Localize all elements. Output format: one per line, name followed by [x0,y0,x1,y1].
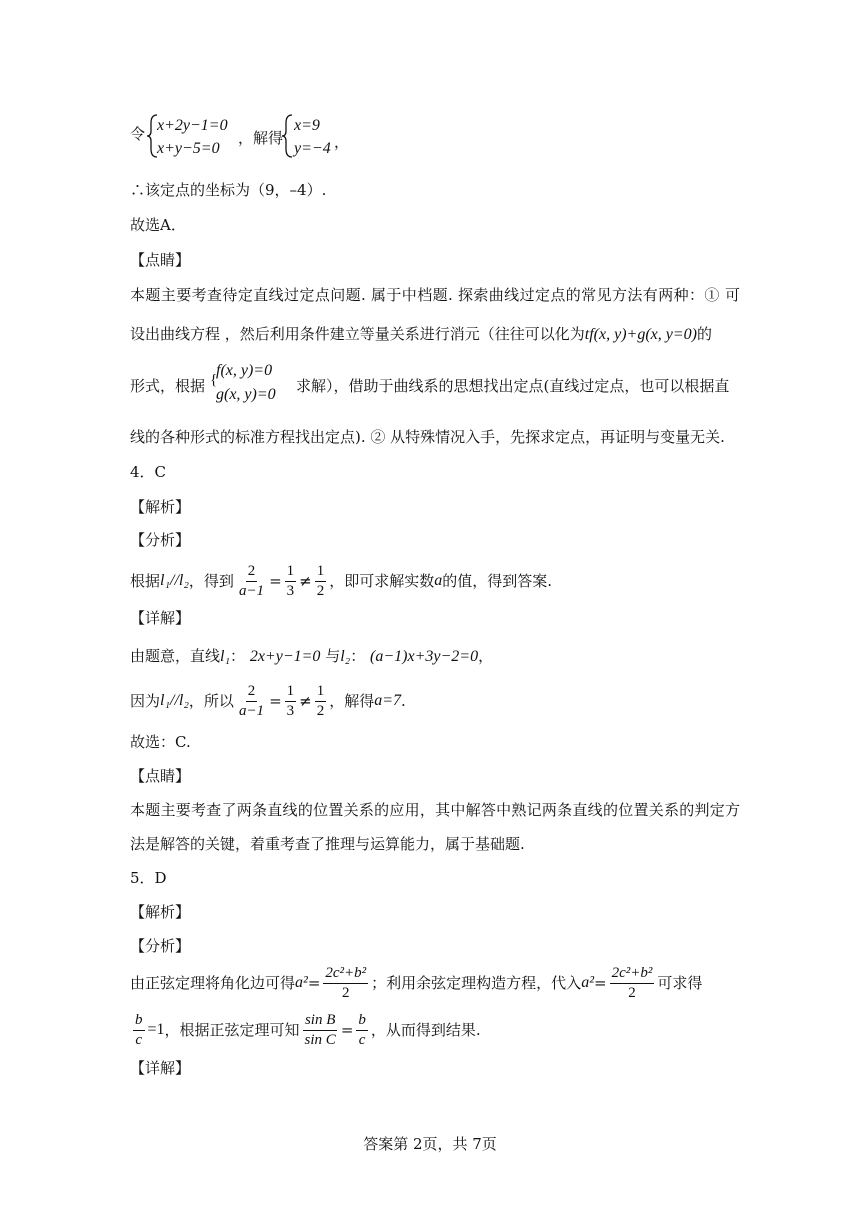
q4-dj2: 法是解答的关键，着重考查了推理与运算能力，属于基础题. [130,835,525,853]
q4-frac-third [285,562,297,601]
eq-sign: = [269,572,282,590]
sys-f-row: f(x, y)=0 [216,362,273,379]
q4-d1a: 由题意，直线 [130,647,221,665]
page-footer: 答案第 2页，共 7页 [363,1135,497,1153]
choose-a: 故选A． [130,216,186,234]
dianjing-3-p2 [130,324,740,345]
dianjing-3-p3b: 求解），借助于曲线系的思想找出定点(直线过定点，也可以根据直 [296,377,730,395]
neq-sign: ≠ [299,692,312,710]
dianjing-3-p2b: 的 [696,325,712,343]
q4-detail-1 [130,646,740,667]
frac-den: c [135,1031,143,1048]
brace-small: { [210,372,218,388]
frac-den: 3 [286,582,295,599]
q5-f2a: ，根据正弦定理可知 [164,1021,300,1039]
eq-sign: = [269,692,282,710]
text-ling: 令 [130,125,146,143]
frac-den: 2 [628,984,636,1001]
q4-detail-2 [130,680,740,722]
q4-frac-half-b [315,682,327,721]
neq-sign: ≠ [299,572,312,590]
frac-num: 2 [246,562,258,582]
frac-den: a−1 [238,702,265,719]
q4-d2a: 因为 [130,692,161,710]
frac-num: b [133,1011,145,1031]
q5-frac-sq-b [610,964,655,1003]
frac-den: c [358,1031,366,1048]
q4-jiexi: 【解析】 [130,498,191,516]
q5-number: 5．D [130,869,167,887]
q4-d2c: ，解得 [329,692,375,710]
q4-d1b: ： [230,647,246,665]
q4-d2d: . [401,692,406,710]
dianjing-3-p2a: 设出曲线方程 ，然后利用条件建立等量关系进行消元（往往可以化为 [130,325,585,343]
q4-frac-2-over [237,562,266,601]
q5-fenxi-line2 [130,1008,740,1052]
q4-dj1: 本题主要考查了两条直线的位置关系的应用，其中解答中熟记两条直线的位置关系的判定方 [130,801,740,819]
q5-xiangjie: 【详解】 [130,1059,191,1077]
q4-fenxi-c: ，即可求解实数 [329,572,435,590]
comma-1: ， [238,129,254,147]
system1-row2: x+y−5=0 [157,140,220,157]
q4-fenxi: 【分析】 [130,531,191,549]
q4-d1e: ， [478,647,494,665]
frac-num: 1 [285,562,297,582]
q5-f1b: ；利用余弦定理构造方程，代入 [371,974,582,992]
q4-fenxi-d: 的值，得到答案. [442,572,553,590]
q4-dianjing: 【点睛】 [130,767,191,785]
q5-frac-sq [323,964,368,1003]
q4-number: 4．C [130,463,167,481]
q5-jiexi: 【解析】 [130,903,191,921]
q5-f2b: ，从而得到结果. [370,1021,481,1039]
q4-choose: 故选：C. [130,733,191,751]
q4-l2-eq: (a−1)x+3y−2=0 [370,648,479,665]
frac-num: 1 [315,562,327,582]
q5-frac-sin [303,1011,338,1050]
frac-den: 2 [342,984,350,1001]
frac-den: a−1 [238,582,265,599]
frac-num: sin B [303,1011,337,1031]
q5-a2: a² [295,974,308,991]
eq-sign: = [340,1021,354,1039]
system2-row2: y=−4 [294,140,331,157]
q4-d2b: ，所以 [188,692,234,710]
formula-curve-family: tf(x, y)+g(x, y=0) [584,326,697,343]
q4-xiangjie: 【详解】 [130,609,191,627]
eq-sign: = [593,974,607,992]
q5-fenxi-line1 [130,962,740,1004]
q4-d1c: 与 [325,647,341,665]
left-brace-2 [280,113,294,159]
q5-f1a: 由正弦定理将角化边可得 [130,974,296,992]
q4-answer: a=7 [374,692,402,709]
q4-fenxi-line [130,560,740,602]
q4-l1: l₁ [220,648,231,665]
q5-frac-bc [133,1011,145,1050]
frac-num: 2c²+b² [323,964,368,984]
dianjing-3-p3a: 形式，根据 [130,377,206,395]
frac-num: 2c²+b² [610,964,655,984]
q4-parallel: l₁//l₂ [160,572,189,589]
frac-num: 1 [315,682,327,702]
frac-den: 3 [286,702,295,719]
frac-den: sin C [304,1031,336,1048]
q5-f1c: 可求得 [657,974,703,992]
frac-num: 1 [285,682,297,702]
q4-frac-third-b [285,682,297,721]
system2-row1: x=9 [294,117,320,134]
comma-2: ， [334,133,350,151]
frac-den: 2 [316,582,325,599]
sys-g-row: g(x, y)=0 [216,386,276,403]
q4-parallel-2: l₁//l₂ [160,692,189,709]
frac-num: 2 [246,682,258,702]
eq-sign: = [307,974,321,992]
q4-fenxi-a: 根据 [130,572,161,590]
var-a: a [434,572,443,589]
therefore-line: ∴该定点的坐标为（9，–4）. [130,181,327,199]
frac-num: b [356,1011,368,1031]
text-jiede: 解得 [253,129,284,147]
dianjing-3-p1: 本题主要考查待定直线过定点问题. 属于中档题. 探索曲线过定点的常见方法有两种：① 可 [130,286,740,304]
q4-d1d: ： [350,647,366,665]
q5-fenxi: 【分析】 [130,937,191,955]
q4-frac-half [315,562,327,601]
q4-fenxi-b: ，得到 [188,572,234,590]
section-dianjing-3: 【点睛】 [130,251,191,269]
q4-l2: l₂ [340,648,351,665]
system1-row1: x+2y−1=0 [157,117,228,134]
q4-l1-eq: 2x+y−1=0 [249,648,321,665]
dianjing-3-p4: 线的各种形式的标准方程找出定点). ② 从特殊情况入手，先探求定点，再证明与变量无关. [130,428,725,446]
q5-eq1: =1 [147,1021,165,1038]
frac-den: 2 [316,702,325,719]
q4-frac-2-over-b [237,682,266,721]
q5-frac-bc-b [356,1011,368,1050]
q5-a2-b: a² [581,974,594,991]
